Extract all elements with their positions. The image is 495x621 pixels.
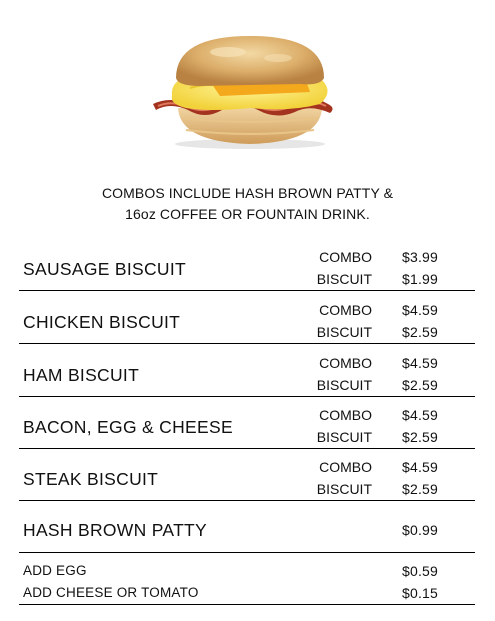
combo-label: COMBO xyxy=(319,407,372,423)
addon-cheese-tomato-label: ADD CHEESE OR TOMATO xyxy=(23,585,199,600)
addon-cheese-tomato-price: $0.15 xyxy=(402,585,439,601)
item-name: SAUSAGE BISCUIT xyxy=(23,259,187,279)
biscuit-label: BISCUIT xyxy=(316,481,372,497)
biscuit-price: $2.59 xyxy=(402,324,439,340)
biscuit-label: BISCUIT xyxy=(316,324,372,340)
item-name: STEAK BISCUIT xyxy=(23,469,159,489)
item-name: HASH BROWN PATTY xyxy=(23,520,208,540)
combo-price: $3.99 xyxy=(402,249,439,265)
combo-label: COMBO xyxy=(319,459,372,475)
addon-egg-price: $0.59 xyxy=(402,563,439,579)
item-price: $0.99 xyxy=(402,522,439,538)
addons-divider xyxy=(19,604,475,605)
biscuit-price: $2.59 xyxy=(402,429,439,445)
menu-row-bacon-egg-cheese xyxy=(19,403,475,449)
item-name: HAM BISCUIT xyxy=(23,365,140,385)
combo-description-line-2: 16oz COFFEE OR FOUNTAIN DRINK. xyxy=(125,206,370,222)
combo-price: $4.59 xyxy=(402,355,439,371)
combo-price: $4.59 xyxy=(402,302,439,318)
menu-row-hash-brown-patty xyxy=(19,501,475,553)
biscuit-label: BISCUIT xyxy=(316,377,372,393)
combo-description-line-1: COMBOS INCLUDE HASH BROWN PATTY & xyxy=(101,185,394,201)
menu-row-ham-biscuit xyxy=(19,351,475,397)
menu-row-sausage-biscuit xyxy=(19,245,475,291)
combo-description xyxy=(0,183,495,225)
biscuit-price: $2.59 xyxy=(402,481,439,497)
biscuit-label: BISCUIT xyxy=(316,271,372,287)
biscuit-price: $1.99 xyxy=(402,271,439,287)
combo-label: COMBO xyxy=(319,302,372,318)
biscuit-price: $2.59 xyxy=(402,377,439,393)
addon-egg-label: ADD EGG xyxy=(23,563,87,578)
combo-price: $4.59 xyxy=(402,459,439,475)
combo-label: COMBO xyxy=(319,249,372,265)
biscuit-label: BISCUIT xyxy=(316,429,372,445)
menu-row-steak-biscuit xyxy=(19,456,475,501)
menu-row-chicken-biscuit xyxy=(19,298,475,344)
biscuit-sandwich-image xyxy=(150,30,350,150)
combo-label: COMBO xyxy=(319,355,372,371)
item-name: CHICKEN BISCUIT xyxy=(23,312,181,332)
combo-price: $4.59 xyxy=(402,407,439,423)
item-name: BACON, EGG & CHEESE xyxy=(23,417,233,437)
